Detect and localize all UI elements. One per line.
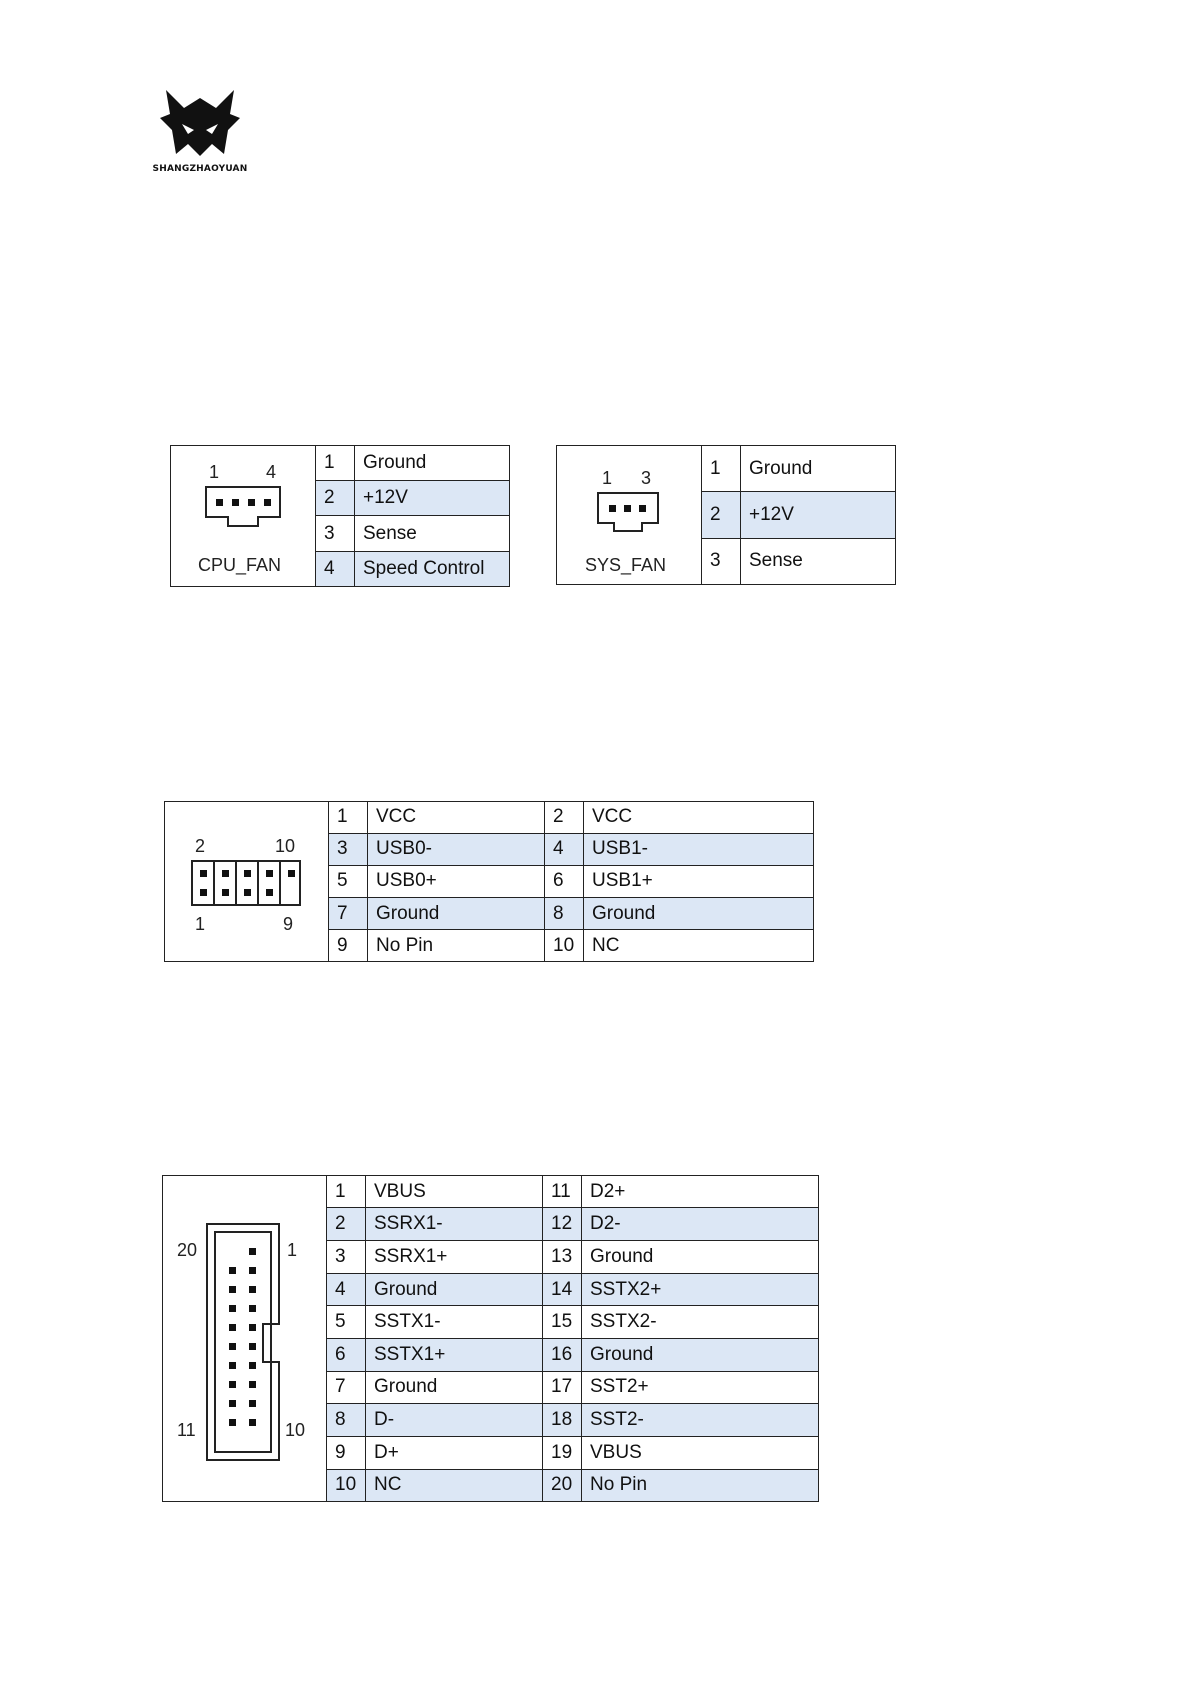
table-row: 4 Speed Control (316, 551, 509, 586)
cpu-fan-header-icon (205, 486, 281, 518)
sys-fan-pin-start-label: 1 (602, 468, 613, 488)
table-row: 7 Ground 8 Ground (329, 898, 813, 930)
usb3-header-icon (205, 1222, 283, 1462)
table-row: 5 USB0+ 6 USB1+ (329, 865, 813, 897)
table-row: 6 SSTX1+ 16 Ground (327, 1338, 818, 1371)
table-row: 5 SSTX1- 15 SSTX2- (327, 1306, 818, 1339)
usb3-top-right-label: 1 (287, 1240, 298, 1260)
table-row: 3 Sense (702, 538, 895, 584)
sys-fan-diagram (557, 446, 702, 584)
usb2-top-right-label: 10 (275, 836, 296, 856)
usb2-pin-table (329, 802, 813, 961)
table-row: 1 VCC 2 VCC (329, 802, 813, 833)
table-row: 3 Sense (316, 516, 509, 551)
sys-fan-pin-table (702, 446, 895, 584)
usb2-header-icon (191, 860, 301, 906)
sys-fan-header-icon (597, 492, 659, 524)
table-row: 7 Ground 17 SST2+ (327, 1371, 818, 1404)
cpu-fan-pin-table (316, 446, 509, 586)
cpu-fan-name: CPU_FAN (198, 555, 282, 575)
usb2-bottom-right-label: 9 (283, 914, 294, 934)
table-row: 9 D+ 19 VBUS (327, 1436, 818, 1469)
logo-mark-icon (148, 88, 252, 164)
usb3-pin-table (327, 1176, 818, 1501)
usb3-diagram (163, 1176, 327, 1501)
brand-logo (148, 88, 252, 180)
usb3-bottom-right-label: 10 (285, 1420, 306, 1440)
usb3-bottom-left-label: 11 (177, 1420, 196, 1440)
table-row: 2 +12V (316, 481, 509, 516)
table-row: 4 Ground 14 SSTX2+ (327, 1273, 818, 1306)
usb2-diagram (165, 802, 329, 961)
table-row: 2 +12V (702, 492, 895, 539)
cpu-fan-diagram (171, 446, 316, 586)
table-row: 1 Ground (702, 446, 895, 492)
table-row: 3 SSRX1+ 13 Ground (327, 1241, 818, 1274)
cpu-fan-panel (170, 445, 510, 587)
sys-fan-pin-end-label: 3 (641, 468, 652, 488)
table-row: 1 VBUS 11 D2+ (327, 1176, 818, 1208)
usb2-top-left-label: 2 (195, 836, 206, 856)
table-row: 10 NC 20 No Pin (327, 1469, 818, 1501)
sys-fan-panel (556, 445, 896, 585)
usb2-bottom-left-label: 1 (195, 914, 206, 934)
table-row: 8 D- 18 SST2- (327, 1404, 818, 1437)
table-row: 1 Ground (316, 446, 509, 481)
brand-name: SHANGZHAOYUAN (152, 164, 248, 174)
usb3-top-left-label: 20 (177, 1240, 198, 1260)
table-row: 9 No Pin 10 NC (329, 930, 813, 961)
usb3-header-panel (162, 1175, 819, 1502)
table-row: 2 SSRX1- 12 D2- (327, 1208, 818, 1241)
table-row: 3 USB0- 4 USB1- (329, 833, 813, 865)
sys-fan-name: SYS_FAN (585, 555, 667, 575)
cpu-fan-pin-end-label: 4 (266, 462, 277, 482)
usb2-header-panel (164, 801, 814, 962)
cpu-fan-pin-start-label: 1 (209, 462, 220, 482)
